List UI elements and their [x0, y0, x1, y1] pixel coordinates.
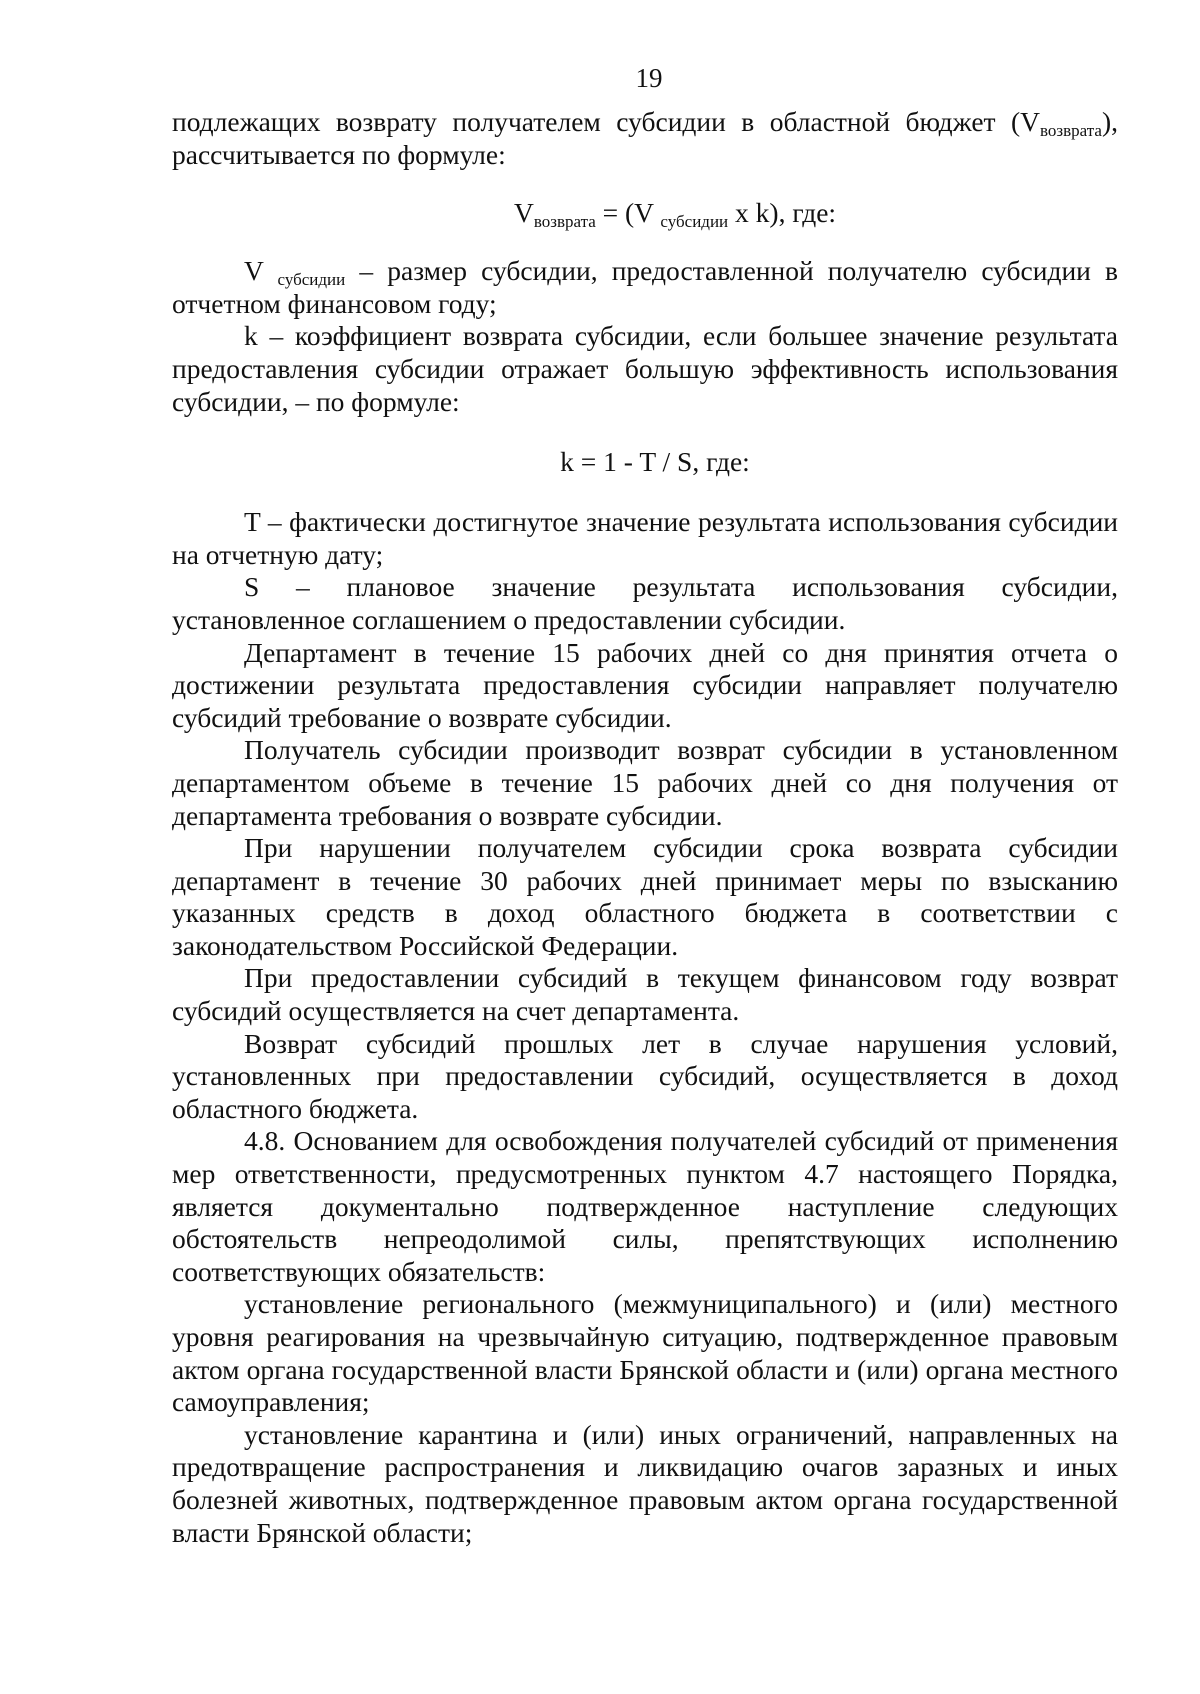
definition-v-subsidy: V $_{субсидии}$ – размер субсидии, предоставленной получателю субсидии в отчетном финансовом году;	[172, 255, 1118, 319]
paragraph: S – плановое значение результата использования субсидии, установленное соглашением о предоставлении субсидии.	[172, 571, 1118, 635]
paragraph: При предоставлении субсидий в текущем финансовом году возврат субсидий осуществляется на счет департамента.	[172, 962, 1118, 1027]
paragraph: T – фактически достигнутое значение результата использования субсидии на отчетную дату;	[172, 506, 1118, 570]
paragraph: Департамент в течение 15 рабочих дней со дня принятия отчета о достижении результата предоставления субсидии направляет получателю субсидий требование о возврате субсидии.	[172, 636, 1118, 733]
definition-k: k – коэффициент возврата субсидии, если большее значение результата предоставления субсидии отражает большую эффективность использования субсидии, – по формуле:	[172, 320, 1118, 417]
formula-return-amount: $V_{возврата} = (V$ $_{субсидии}$ x k), где:	[513, 197, 837, 232]
paragraph: При нарушении получателем субсидии срока возврата субсидии департамент в течение 30 рабочих дней принимает меры по взысканию указанных средств в доход областного бюджета в соответствии с законодательством Российской Федерации.	[172, 832, 1118, 961]
list-item: установление регионального (межмуниципального) и (или) местного уровня реагирования на чрезвычайную ситуацию, подтвержденное правовым актом органа государственной власти Брянской области и (или) органа местного самоуправления;	[172, 1288, 1118, 1418]
list-item: установление карантина и (или) иных ограничений, направленных на предотвращение распространения и ликвидацию очагов заразных и иных болезней животных, подтвержденное правовым актом органа государственной власти Брянской области;	[172, 1418, 1118, 1548]
intro-paragraph: подлежащих возврату получателем субсидии в областной бюджет $(V_{возврата})$, рассчитывается по формуле:	[172, 106, 1118, 170]
paragraph: Получатель субсидии производит возврат субсидии в установленном департаментом объеме в течение 15 рабочих дней со дня получения от департамента требования о возврате субсидии.	[172, 734, 1118, 831]
formula-k: k = 1 - T / S, где:	[560, 446, 750, 478]
page-number: 19	[635, 63, 663, 93]
paragraph: Возврат субсидий прошлых лет в случае нарушения условий, установленных при предоставлении субсидий, осуществляется в доход областного бюджета.	[172, 1027, 1118, 1124]
section-4-8-paragraph: 4.8. Основанием для освобождения получателей субсидий от применения мер ответственности, предусмотренных пунктом 4.7 настоящего Порядка, является документально подтвержденное наступление следующих обстоятельств непреодолимой силы, препятствующих исполнению соответствующих обязательств:	[172, 1125, 1118, 1287]
